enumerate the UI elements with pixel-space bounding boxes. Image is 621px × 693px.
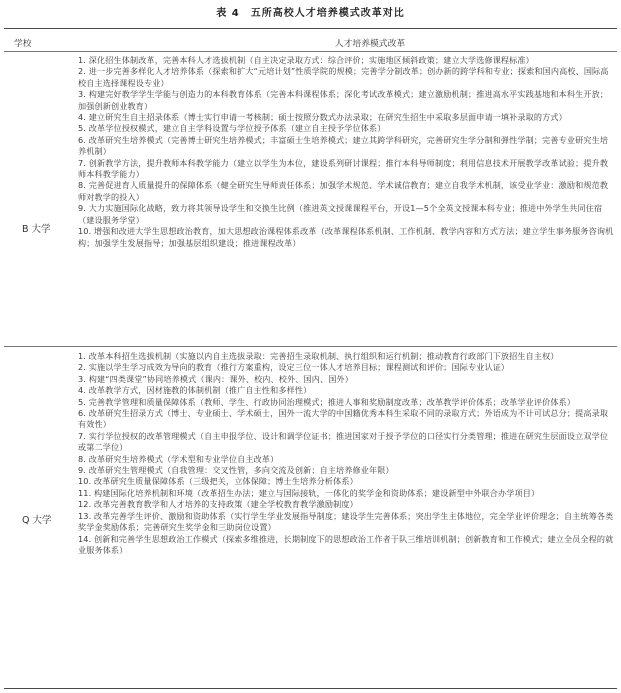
list-item: 3. 构建完好教学学生学能与创造力的本科教育体系（完善本科课程体系；深化考试改革模式；建立激励机制；推进高水平实践基地和本科生开放；加强创新创业教育） bbox=[78, 89, 609, 111]
school-name-q: Q 大学 bbox=[22, 515, 52, 526]
bottom-rule bbox=[4, 688, 617, 689]
header-content: 人才培养模式改革 bbox=[334, 39, 406, 49]
list-item: 8. 完善促进育人质量提升的保障体系（健全研究生导师责任体系；加强学术规范、学术诚信教育；建立自我学术机制，该受业学业：激励和规范教师对教学的投入） bbox=[78, 180, 609, 202]
list-item: 10. 增强和改进大学生思想政治教育，加大思想政治课程体系改革（改革课程体系机制、工作机制、教学内容和方式方法；建立学生事务服务咨询机构；加强学生发展指导；加强基层组织建设；推进课程改革） bbox=[78, 226, 614, 248]
list-item: 8. 改革研究生培养模式（学术型和专业学位自主改革） bbox=[78, 453, 279, 464]
list-item: 5. 改革学位授权模式，建立自主学科设置与学位授予体系（建立自主授予学位体系） bbox=[78, 123, 386, 134]
list-item: 1. 改革本科招生选拔机制（实施以内自主选拔录取：完善招生录取机制、执行组织和运行机制；推动教育行政部门下放招生自主权） bbox=[78, 351, 559, 361]
list-item: 3. 构建“四类课堂”协同培养模式（课内：课外、校内、校外、国内、国外） bbox=[78, 373, 353, 384]
list-item: 7. 实行学位授权的改革管理模式（自主申报学位、设计和调学位证书；推进国家对于授予学位的口径实行分类管理；推进在研究生层面设立双学位或第二学位） bbox=[78, 430, 609, 453]
list-item: 2. 进一步完善多样化人才培养体系（探索和扩大“元培计划”性质学院的规模；完善学分制改革；创办新的跨学科和专业；探索和国内高校、国际高校自主选择课程设专业） bbox=[78, 66, 609, 88]
row-divider bbox=[4, 346, 617, 347]
list-item: 9. 大力实施国际化战略，致力将其领导设学生和交换生比例（推进英文授课课程平台，开设1—5个全英文授课本科专业；推进中外学生共同住宿（建设服务学堂） bbox=[78, 203, 603, 225]
top-rule bbox=[4, 28, 617, 29]
list-item: 14. 创新和完善学生思想政治工作模式（探索多维推进，长期制度下的思想政治工作者于队三维培训机制；创新教育和工作模式；建立全员全程的就业服务体系） bbox=[78, 533, 614, 555]
list-item: 10. 改革研究生质量保障体系（三级把关，立体保障；博士生培养分析体系） bbox=[78, 476, 358, 487]
header-school: 学校 bbox=[14, 39, 32, 49]
list-item: 11. 构建国际化培养机制和环境（改革招生办法；建立与国际接轨，一体化的奖学金和资助体系；建设新型中外联合办学项目） bbox=[78, 487, 540, 498]
school-b-items bbox=[78, 55, 616, 249]
list-item: 6. 改革研究生招录方式（博士、专业硕士、学术硕士，国外一流大学的中国籍优秀本科生采取不同的录取方式；外语成为不计可试总分；提高录取有效性） bbox=[78, 408, 609, 430]
list-item: 9. 改革研究生管理模式（自我管理：交叉性管，多向交流及创新；自主培养修业年限） bbox=[78, 465, 394, 476]
list-item: 6. 改革研究生培养模式（完善博士研究生培养模式；丰富硕士生培养模式；建立其跨学科研究，完善研究生学分制和弹性学制；完善专业研究生培养机制） bbox=[78, 134, 609, 157]
list-item: 13. 改革完善学生评价、激励和资助体系（实行学生学业发展指导制度；建设学生完善体系；突出学生主体地位，完全学业评价理念；自主统筹各类奖学金奖励体系；完善研究生奖学金和三助岗位设置） bbox=[78, 510, 614, 533]
list-item: 7. 创新教学方法，提升教师本科教学能力（建立以学生为本位，建设系列研讨课程；推行本科导师制度；利用信息技术开展教学改革试验；提升教师本科教学能力） bbox=[78, 157, 609, 180]
list-item: 2. 实施以学生学习成效为导向的教育（推行方案重构，设定三位一体人才培养目标；课程测试和评价；国际专业认证） bbox=[78, 362, 510, 373]
header-rule bbox=[4, 51, 617, 52]
list-item: 12. 改革完善教育教学和人才培养的支持政策（建全学校教育教学激励制度） bbox=[78, 499, 358, 510]
table-title: 表 4 五所高校人才培养模式改革对比 bbox=[216, 8, 405, 19]
list-item: 4. 建立研究生自主招录体系（博士实行申请一考核制；硕士按照分数式办法录取；在研究生招生中采取多层面申请一填补录取的方式） bbox=[78, 112, 567, 123]
list-item: 4. 改革教学方式，因材施教的体制机制（推广自主性和多样性） bbox=[78, 385, 312, 396]
school-q-items bbox=[78, 351, 616, 556]
school-name-b: B 大学 bbox=[22, 224, 51, 235]
list-item: 1. 深化招生体制改革，完善本科人才选拔机制（自主决定录取方式：综合评价；实施地区倾斜政策；建立大学选修课程标准） bbox=[78, 55, 534, 65]
list-item: 5. 完善教学管理和质量保障体系（教师、学生、行政协同治理模式；推进人事和奖励制度改革；改革教学评价体系；改革学业评价体系） bbox=[78, 396, 576, 407]
